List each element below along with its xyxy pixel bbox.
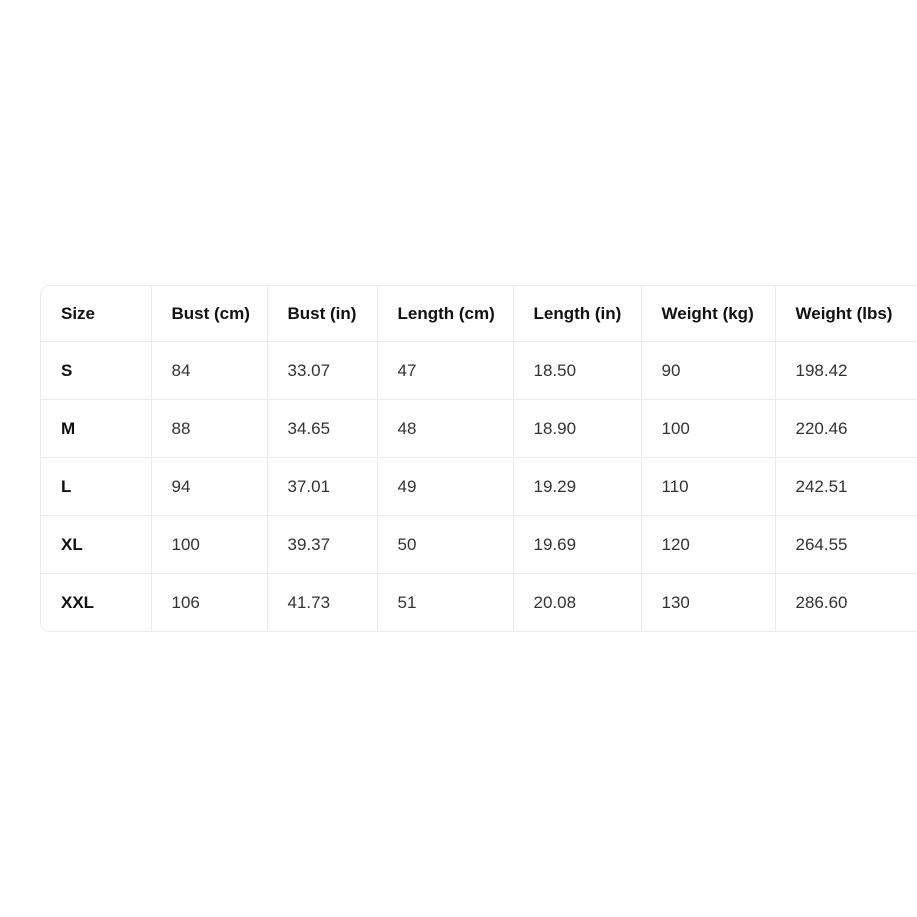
length-cm-cell: 48 [377,400,513,458]
bust-in-cell: 33.07 [267,342,377,400]
header-bust-cm: Bust (cm) [151,286,267,342]
size-chart-container [40,285,917,632]
weight-lbs-cell: 220.46 [775,400,917,458]
length-cm-cell: 49 [377,458,513,516]
weight-kg-cell: 110 [641,458,775,516]
bust-in-cell: 37.01 [267,458,377,516]
bust-in-cell: 41.73 [267,574,377,632]
length-cm-cell: 50 [377,516,513,574]
size-cell: XL [41,516,151,574]
header-size: Size [41,286,151,342]
size-cell: L [41,458,151,516]
bust-cm-cell: 88 [151,400,267,458]
length-in-cell: 20.08 [513,574,641,632]
weight-lbs-cell: 264.55 [775,516,917,574]
bust-cm-cell: 100 [151,516,267,574]
length-in-cell: 19.69 [513,516,641,574]
size-cell: M [41,400,151,458]
length-in-cell: 18.90 [513,400,641,458]
weight-kg-cell: 90 [641,342,775,400]
weight-lbs-cell: 242.51 [775,458,917,516]
length-cm-cell: 47 [377,342,513,400]
header-length-cm: Length (cm) [377,286,513,342]
table-row [41,516,917,574]
header-length-in: Length (in) [513,286,641,342]
length-in-cell: 19.29 [513,458,641,516]
bust-cm-cell: 84 [151,342,267,400]
weight-lbs-cell: 286.60 [775,574,917,632]
bust-in-cell: 34.65 [267,400,377,458]
header-weight-lbs: Weight (lbs) [775,286,917,342]
size-cell: S [41,342,151,400]
length-cm-cell: 51 [377,574,513,632]
table-header-row [41,286,917,342]
bust-in-cell: 39.37 [267,516,377,574]
table-row [41,342,917,400]
weight-lbs-cell: 198.42 [775,342,917,400]
table-row [41,574,917,632]
size-chart-table [41,286,917,631]
weight-kg-cell: 100 [641,400,775,458]
bust-cm-cell: 106 [151,574,267,632]
weight-kg-cell: 130 [641,574,775,632]
weight-kg-cell: 120 [641,516,775,574]
length-in-cell: 18.50 [513,342,641,400]
table-row [41,400,917,458]
bust-cm-cell: 94 [151,458,267,516]
header-bust-in: Bust (in) [267,286,377,342]
table-row [41,458,917,516]
size-cell: XXL [41,574,151,632]
header-weight-kg: Weight (kg) [641,286,775,342]
